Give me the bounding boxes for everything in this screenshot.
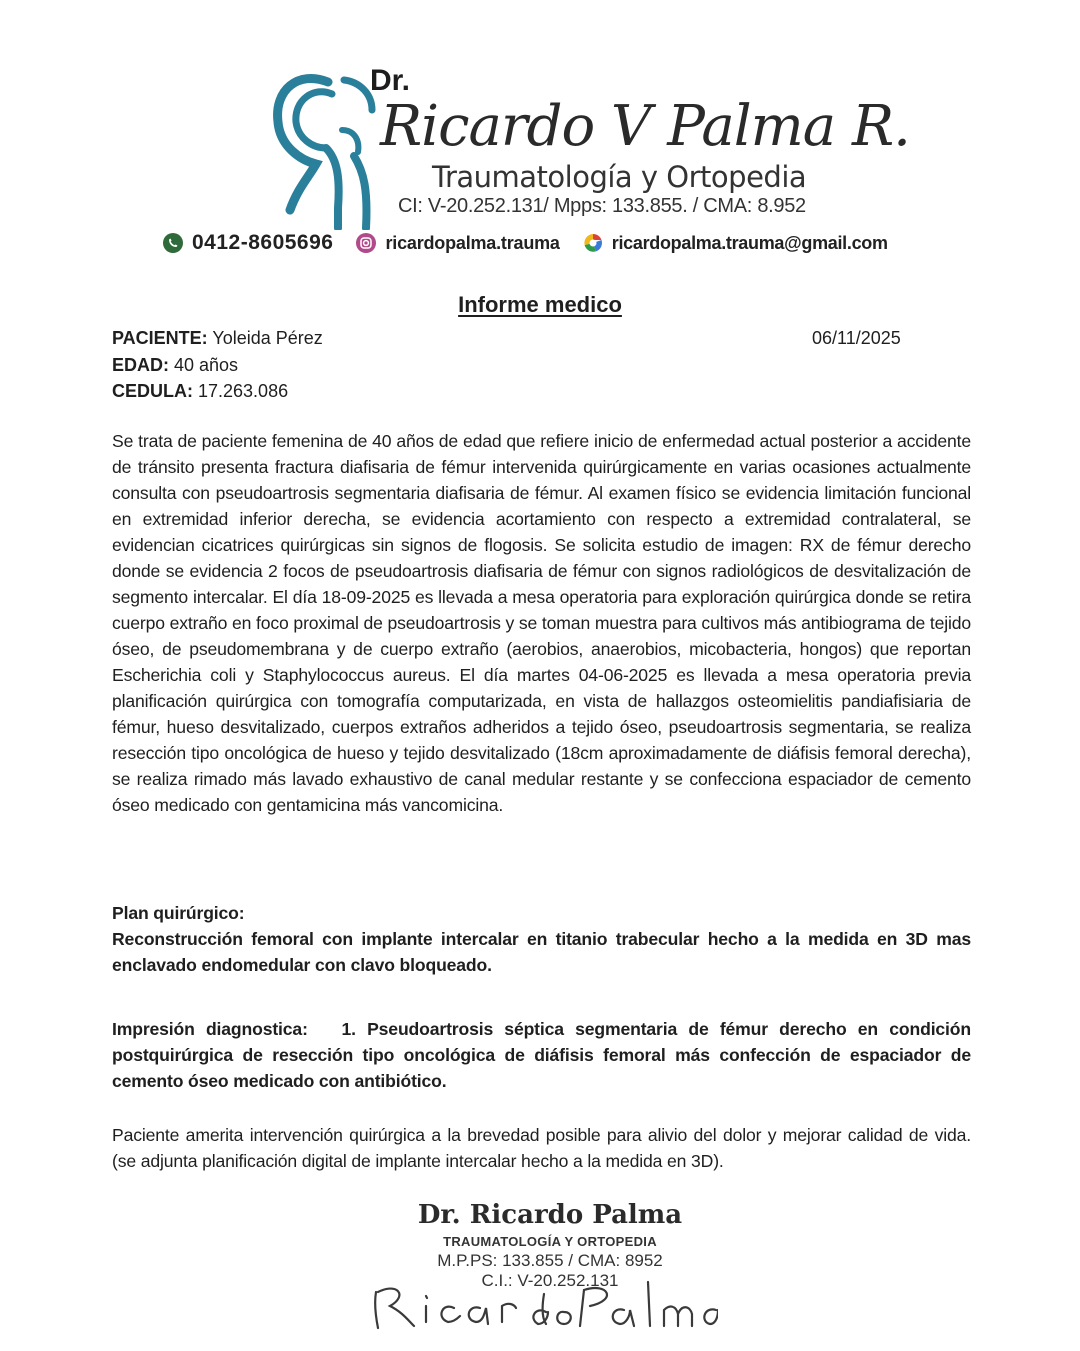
- patient-info: [112, 325, 323, 405]
- patient-row: [112, 325, 323, 352]
- doctor-name-logo: Ricardo V Palma R.: [380, 94, 910, 159]
- google-mail-icon: [582, 232, 604, 254]
- id-value: 17.263.086: [193, 381, 289, 401]
- email-address[interactable]: ricardopalma.trauma@gmail.com: [611, 232, 888, 253]
- clinical-history: Se trata de paciente femenina de 40 años de edad que refiere inicio de enfermedad actual posterior a accidente de tránsito presenta fractura diafisaria de fémur intervenida quirúrgicamente en varias ocasiones actualmente consulta con pseudoartrosis segmentaria diafisaria de fémur. Al examen físico se evidencia limitación funcional en extremidad inferior derecha, se evidencia acortamiento con respecto a extremidad contralateral, se evidencian cicatrices quirúrgicas sin signos de flogosis. Se solicita estudio de imagen: RX de fémur derecho donde se evidencia 2 focos de pseudoartrosis diafisaria de fémur con signos radiológicos de desvitalización de segmento intercalar. El día 18-09-2025 es llevada a mesa operatoria para exploración quirúrgica donde se retira cuerpo extraño en foco proximal de pseudoartrosis y se toman muestra para cultivos más antibiograma de tejido óseo, de pseudomembrana y de cuerpo extraño (aerobios, anaerobios, micobacteria, hongos) que reportan Escherichia coli y Staphylococcus aureus. El día martes 04-06-2025 es llevada a mesa operatoria previa planificación quirúrgica con tomografía computarizada, en vista de hallazgos osteomielitis pandiafisiaria de fémur, hueso desvitalizado, cuerpos extraños adheridos a tejido óseo, pseudoartrosis segmentaria, se realiza resección tipo oncológica de hueso y tejido desvitalizado (18cm aproximadamente de diáfisis femoral derecha), se realiza rimado más lavado exhaustivo de canal medular restante y se confecciona espaciador de cemento óseo medicado con gentamicina más vancomicina.: [112, 431, 971, 815]
- contact-bar: [162, 228, 1002, 258]
- id-row: [112, 378, 323, 405]
- phone-number[interactable]: 0412-8605696: [192, 231, 334, 254]
- stamp-doctor-name: Dr. Ricardo Palma: [417, 1200, 683, 1230]
- document-title: [0, 292, 1080, 318]
- stamp-specialty: TRAUMATOLOGÍA Y ORTOPEDIA: [443, 1234, 657, 1249]
- patient-name: Yoleida Pérez: [207, 328, 323, 348]
- plan-heading: Plan quirúrgico:: [112, 903, 245, 923]
- stamp-mpps-cma: M.P.PS: 133.855 / CMA: 8952: [437, 1251, 663, 1270]
- doctor-prefix: Dr.: [370, 64, 411, 97]
- specialty: Traumatología y Ortopedia: [432, 160, 807, 194]
- age-label: EDAD:: [112, 354, 169, 375]
- handwritten-signature: [368, 1272, 718, 1334]
- age-row: [112, 352, 323, 379]
- diagnosis-text: 1. Pseudoartrosis séptica segmentaria de fémur derecho en condición postquirúrgica de resección tipo oncológica de diáfisis femoral más confección de espaciador de cemento óseo medicado con antibiótico.: [112, 1019, 971, 1091]
- diagnostic-impression: [112, 1016, 971, 1094]
- id-label: CEDULA:: [112, 381, 193, 401]
- diagnosis-label: Impresión diagnostica:: [112, 1019, 308, 1039]
- registry-numbers: CI: V-20.252.131/ Mpps: 133.855. / CMA: 8.952: [398, 195, 806, 217]
- surgical-plan: [112, 900, 971, 978]
- stamp-ci: C.I.: V-20.252.131: [481, 1271, 619, 1290]
- age-value: 40 años: [169, 354, 239, 375]
- instagram-handle[interactable]: ricardopalma.trauma: [385, 232, 560, 253]
- whatsapp-icon: [162, 232, 184, 254]
- document-title-text: Informe medico: [458, 292, 622, 317]
- plan-text: Reconstrucción femoral con implante intercalar en titanio trabecular hecho a la medida en 3D mas enclavado endomedular con clavo bloqueado.: [112, 929, 971, 975]
- report-date: 06/11/2025: [812, 328, 901, 348]
- patient-label: PACIENTE:: [112, 328, 208, 348]
- closing-paragraph: Paciente amerita intervención quirúrgica a la brevedad posible para alivio del dolor y mejorar calidad de vida. (se adjunta planificación digital de implante intercalar hecho a la medida en 3D).: [112, 1125, 971, 1171]
- instagram-icon: [355, 232, 377, 254]
